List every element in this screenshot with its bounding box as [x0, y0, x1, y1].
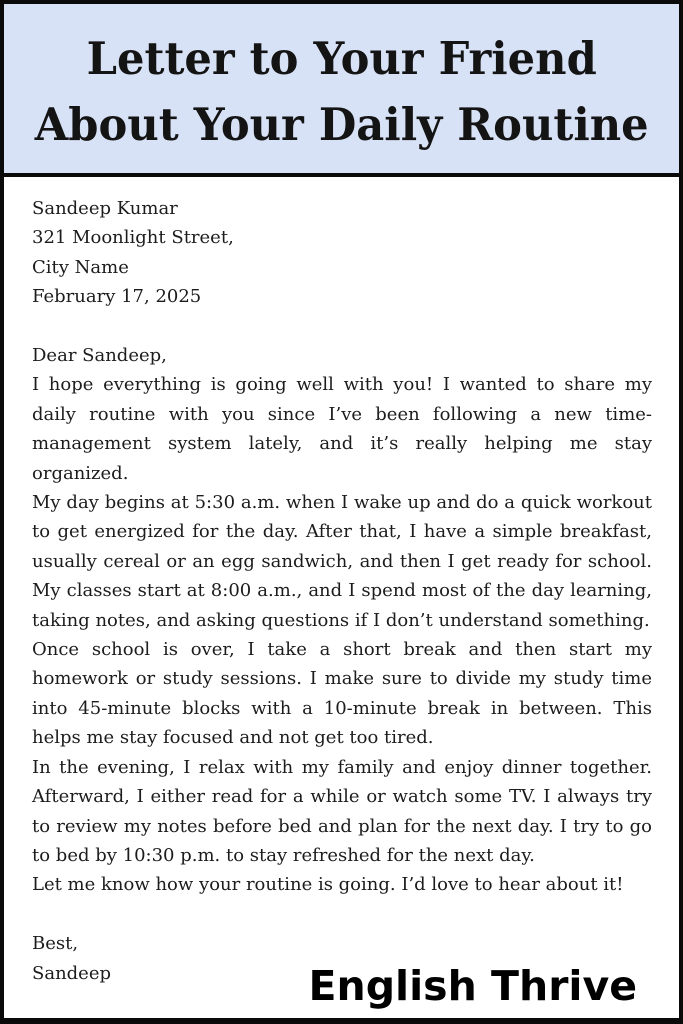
sender-name: Sandeep Kumar [32, 198, 178, 219]
page-title-line-1: Letter to Your Friend [86, 31, 597, 85]
valediction: Best, [32, 933, 79, 955]
signature: Sandeep [32, 962, 112, 984]
paragraph-1: I hope everything is going well with you! I wanted to share my daily routine with you since I’ve been following a new time-management system lately, and it’s really helping me stay organized. [32, 374, 652, 484]
sender-street: 321 Moonlight Street, [32, 227, 234, 249]
sender-city: City Name [32, 256, 129, 278]
spacer [32, 312, 652, 341]
brand-logo-text: English Thrive [308, 962, 637, 1010]
paragraph-3: Once school is over, I take a short break and then start my homework or study sessions. I make sure to divide my study time into 45-minute blocks with a 10-minute break in between. This helps me stay focused and not get too tired. [32, 639, 652, 749]
spacer [32, 900, 652, 929]
salutation: Dear Sandeep, [32, 345, 167, 367]
letter-body [4, 177, 679, 988]
title-banner [4, 4, 679, 177]
page-title-line-2: About Your Daily Routine [34, 97, 649, 151]
letter-date: February 17, 2025 [32, 286, 202, 308]
paragraph-2: My day begins at 5:30 a.m. when I wake up and do a quick workout to get energized for the day. After that, I have a simple breakfast, usually cereal or an egg sandwich, and then I get ready for school. My classes start at 8:00 a.m., and I spend most of the day learning, taking notes, and asking questions if I don’t understand something. [32, 492, 652, 631]
paragraph-4: In the evening, I relax with my family and enjoy dinner together. Afterward, I either read for a while or watch some TV. I always try to review my notes before bed and plan for the next day. I try to go to bed by 10:30 p.m. to stay refreshed for the next day. [32, 756, 652, 866]
paragraph-5: Let me know how your routine is going. I’d love to hear about it! [32, 874, 624, 896]
